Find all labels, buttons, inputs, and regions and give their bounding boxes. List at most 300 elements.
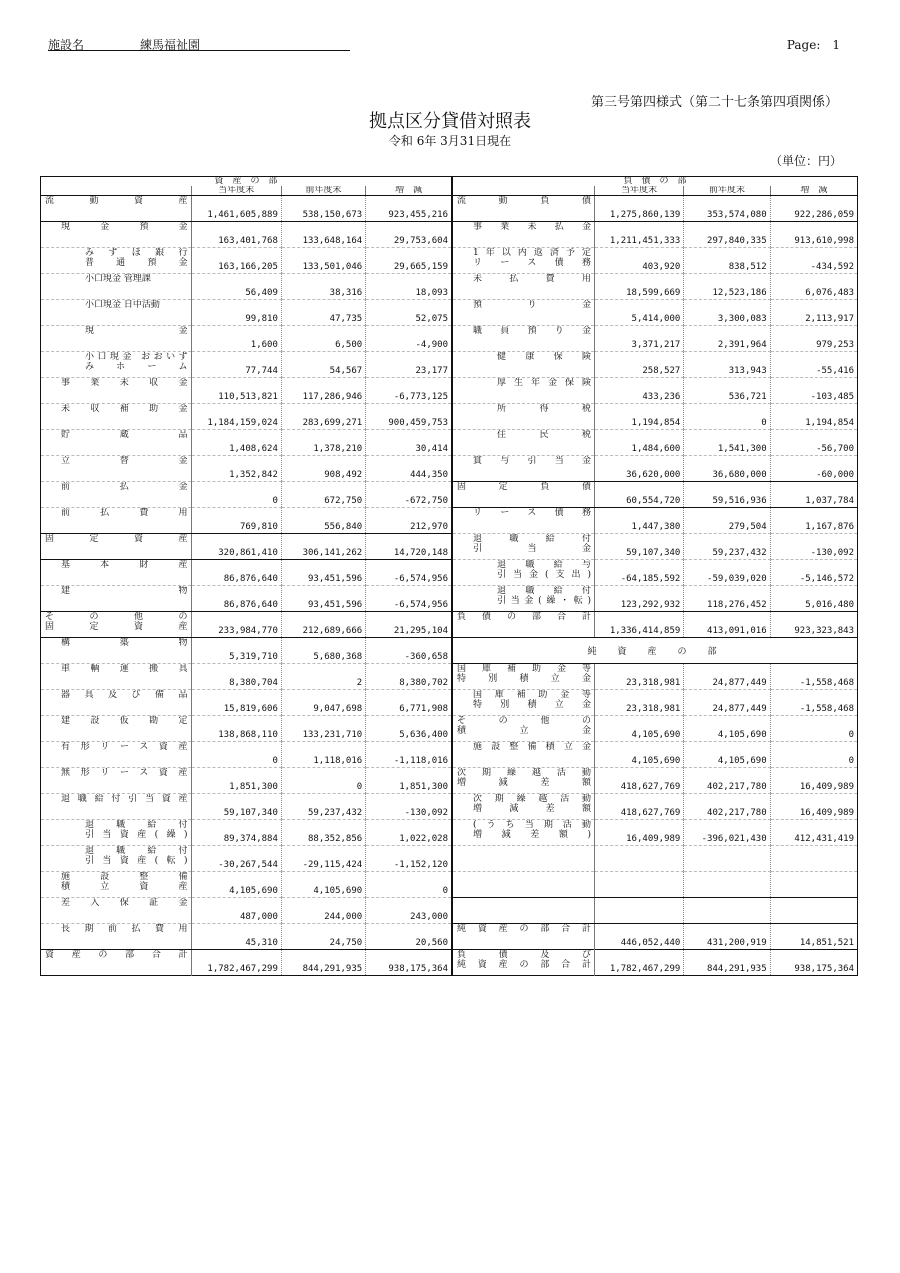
asset-row-label [41, 300, 192, 326]
asset-previous-value: 88,352,856 [281, 820, 365, 846]
liability-row-label-text: 厚生年金保険 [497, 378, 593, 388]
table-row [41, 820, 858, 846]
liability-row-label-text: 退職給付 [473, 534, 593, 544]
liability-previous-value: 313,943 [684, 352, 770, 378]
asset-row-label-text: 未収補助金 [61, 404, 189, 414]
table-row [41, 404, 858, 430]
asset-change-value: 29,665,159 [366, 248, 452, 274]
net-asset-row-label-text-2: 増減差額 [457, 778, 593, 788]
net-assets-section-title: 純 資 産 の 部 [452, 638, 858, 664]
liability-row-label [452, 430, 595, 456]
liability-current-value: 36,620,000 [595, 456, 684, 482]
asset-previous-value: 5,680,368 [281, 638, 365, 664]
asset-row-label-text: 小口現金 おおいず [85, 352, 189, 362]
liability-change-value: 979,253 [770, 326, 857, 352]
asset-current-value: 233,984,770 [191, 612, 281, 638]
net-asset-row-label [452, 742, 595, 768]
asset-previous-value: 2 [281, 664, 365, 690]
asset-row-label [41, 820, 192, 846]
asset-change-value: 20,560 [366, 924, 452, 950]
empty-cell [770, 846, 857, 872]
asset-row-label [41, 508, 192, 534]
asset-current-value: 4,105,690 [191, 872, 281, 898]
table-row [41, 300, 858, 326]
liability-row-label [452, 456, 595, 482]
liability-previous-value: -396,021,430 [684, 820, 770, 846]
table-row [41, 456, 858, 482]
asset-row-label-text-2: 引当資産(繰) [85, 830, 189, 840]
liability-previous-value: 24,877,449 [684, 664, 770, 690]
asset-current-value: 1,184,159,024 [191, 404, 281, 430]
asset-previous-value: 24,750 [281, 924, 365, 950]
asset-row-label-text: 車輌運搬具 [61, 664, 189, 674]
asset-change-value: -360,658 [366, 638, 452, 664]
table-row [41, 872, 858, 898]
asset-current-value: 1,408,624 [191, 430, 281, 456]
form-label: 第三号第四様式（第二十七条第四項関係） [590, 95, 838, 110]
liability-change-value: -1,558,468 [770, 664, 857, 690]
asset-row-label-text: 資産の部合計 [45, 950, 189, 960]
table-row [41, 898, 858, 924]
asset-change-value: -672,750 [366, 482, 452, 508]
asset-row-label-text: 小口現金 管理課 [85, 274, 151, 284]
liability-change-value: 2,113,917 [770, 300, 857, 326]
asset-row-label [41, 950, 192, 976]
asset-change-value: 900,459,753 [366, 404, 452, 430]
liability-row-label-text: 未払費用 [473, 274, 593, 284]
asset-row-label-text: 無形リース資産 [61, 768, 189, 778]
net-asset-row-label [452, 820, 595, 846]
table-row [41, 638, 858, 664]
asset-row-label-text-2: 固定資産 [45, 622, 189, 632]
liability-current-value: 23,318,981 [595, 664, 684, 690]
asset-change-value: 212,970 [366, 508, 452, 534]
asset-previous-value: 212,689,666 [281, 612, 365, 638]
net-asset-row-label [452, 794, 595, 820]
liability-row-label [452, 534, 595, 560]
liability-current-value: 1,275,860,139 [595, 196, 684, 222]
asset-row-label-text: 退職給付引当資産 [61, 794, 189, 804]
liability-row-label-text: 流動負債 [457, 196, 593, 206]
asset-row-label-text: 固定資産 [45, 534, 189, 544]
asset-current-value: 5,319,710 [191, 638, 281, 664]
asset-previous-value: 93,451,596 [281, 560, 365, 586]
liability-change-value: 14,851,521 [770, 924, 857, 950]
asset-change-value: 243,000 [366, 898, 452, 924]
liability-row-label-text-2: 引当金(支出) [497, 570, 593, 580]
empty-cell [684, 898, 770, 924]
asset-change-value: 30,414 [366, 430, 452, 456]
asset-previous-value: 38,316 [281, 274, 365, 300]
table-row [41, 482, 858, 508]
liability-previous-value: 24,877,449 [684, 690, 770, 716]
asset-row-label [41, 794, 192, 820]
asset-previous-value: 54,567 [281, 352, 365, 378]
asset-row-label [41, 638, 192, 664]
liability-previous-value: 59,237,432 [684, 534, 770, 560]
table-row [41, 768, 858, 794]
asset-row-label-text: 退職給付 [85, 820, 189, 830]
asset-row-label [41, 898, 192, 924]
net-asset-row-label [452, 768, 595, 794]
liability-current-value: 1,782,467,299 [595, 950, 684, 976]
asset-row-label-text: 差入保証金 [61, 898, 189, 908]
asset-row-label-text: 小口現金 日中活動 [85, 300, 160, 310]
asset-current-value: 1,600 [191, 326, 281, 352]
asset-change-value: 18,093 [366, 274, 452, 300]
liability-change-value: -103,485 [770, 378, 857, 404]
net-asset-row-label-text-2: 特別積立金 [457, 674, 593, 684]
liability-row-label-text: 1年以内返済予定 [473, 248, 593, 258]
table-row [41, 664, 858, 690]
liability-row-label [452, 482, 595, 508]
asset-change-value: 938,175,364 [366, 950, 452, 976]
liability-change-value: 913,610,998 [770, 222, 857, 248]
asset-change-value: -130,092 [366, 794, 452, 820]
liabilities-section-title: 負 債 の 部 [623, 176, 687, 186]
liability-change-value: -130,092 [770, 534, 857, 560]
liabilities-change-header: 増 減 [770, 186, 857, 196]
assets-current-header: 当年度末 [191, 186, 281, 196]
asset-current-value: -30,267,544 [191, 846, 281, 872]
table-row [41, 950, 858, 976]
asset-row-label [41, 560, 192, 586]
liability-previous-value: 36,680,000 [684, 456, 770, 482]
asset-row-label [41, 222, 192, 248]
liability-change-value: 0 [770, 742, 857, 768]
asset-current-value: 15,819,606 [191, 690, 281, 716]
liability-previous-value: -59,039,020 [684, 560, 770, 586]
liability-previous-value: 4,105,690 [684, 742, 770, 768]
asset-row-label [41, 430, 192, 456]
asset-previous-value: 306,141,262 [281, 534, 365, 560]
assets-change-header: 増 減 [366, 186, 452, 196]
asset-previous-value: 844,291,935 [281, 950, 365, 976]
asset-row-label [41, 612, 192, 638]
table-row [41, 690, 858, 716]
asset-change-value: -1,118,016 [366, 742, 452, 768]
table-row [41, 612, 858, 638]
liability-row-label-text: 賞与引当金 [473, 456, 593, 466]
asset-previous-value: 9,047,698 [281, 690, 365, 716]
asset-previous-value: 283,699,271 [281, 404, 365, 430]
liability-change-value: -434,592 [770, 248, 857, 274]
liability-previous-value: 844,291,935 [684, 950, 770, 976]
liability-change-value: 923,323,843 [770, 612, 857, 638]
liabilities-previous-header: 前年度末 [684, 186, 770, 196]
liability-previous-value: 3,300,083 [684, 300, 770, 326]
asset-row-label-text: 退職給付 [85, 846, 189, 856]
asset-change-value: 1,851,300 [366, 768, 452, 794]
liability-row-label-text: 住民税 [497, 430, 593, 440]
liability-row-label [452, 222, 595, 248]
liability-previous-value: 431,200,919 [684, 924, 770, 950]
asset-change-value: 29,753,604 [366, 222, 452, 248]
table-row [41, 326, 858, 352]
asset-current-value: 86,876,640 [191, 560, 281, 586]
asset-row-label [41, 352, 192, 378]
table-row [41, 586, 858, 612]
asset-change-value: -6,574,956 [366, 560, 452, 586]
asset-row-label [41, 248, 192, 274]
asset-change-value: -6,574,956 [366, 586, 452, 612]
liability-previous-value: 279,504 [684, 508, 770, 534]
liability-row-label [452, 508, 595, 534]
net-asset-row-label-text: その他の [457, 716, 593, 726]
liability-current-value: -64,185,592 [595, 560, 684, 586]
liability-change-value: -55,416 [770, 352, 857, 378]
asset-change-value: -6,773,125 [366, 378, 452, 404]
liability-row-label-text: 職員預り金 [473, 326, 593, 336]
liability-row-label [452, 404, 595, 430]
asset-current-value: 89,374,884 [191, 820, 281, 846]
net-asset-row-label-text: 次期繰越活動 [457, 768, 593, 778]
asset-change-value: 923,455,216 [366, 196, 452, 222]
table-row [41, 560, 858, 586]
liability-change-value: 0 [770, 716, 857, 742]
empty-cell [595, 872, 684, 898]
asset-current-value: 1,352,842 [191, 456, 281, 482]
table-row [41, 924, 858, 950]
asset-change-value: 0 [366, 872, 452, 898]
liability-current-value: 18,599,669 [595, 274, 684, 300]
asset-previous-value: -29,115,424 [281, 846, 365, 872]
table-row [41, 508, 858, 534]
net-asset-row-label-text-2: 特別積立金 [473, 700, 593, 710]
liability-change-value: 16,409,989 [770, 768, 857, 794]
asset-row-label-text: 貯蔵品 [61, 430, 189, 440]
table-row [41, 378, 858, 404]
asset-change-value: 14,720,148 [366, 534, 452, 560]
liability-current-value: 123,292,932 [595, 586, 684, 612]
asset-row-label-text: 立替金 [61, 456, 189, 466]
asset-change-value: 6,771,908 [366, 690, 452, 716]
liability-row-label-text: 預り金 [473, 300, 593, 310]
asset-change-value: 21,295,104 [366, 612, 452, 638]
balance-sheet-table [40, 176, 858, 976]
liability-row-label [452, 586, 595, 612]
liability-current-value: 3,371,217 [595, 326, 684, 352]
liability-current-value: 4,105,690 [595, 742, 684, 768]
net-asset-row-label [452, 716, 595, 742]
liability-row-label-text: 退職給与 [497, 560, 593, 570]
liability-previous-value: 297,840,335 [684, 222, 770, 248]
asset-row-label [41, 586, 192, 612]
liability-previous-value: 0 [684, 404, 770, 430]
empty-cell [770, 898, 857, 924]
liability-row-label [452, 248, 595, 274]
liability-change-value: 1,194,854 [770, 404, 857, 430]
asset-row-label-text: 流動資産 [45, 196, 189, 206]
asset-row-label-text-2: 積立資産 [61, 882, 189, 892]
document-title: 拠点区分貸借対照表 [369, 111, 531, 132]
table-row [41, 222, 858, 248]
liability-row-label-text: 事業未払金 [473, 222, 593, 232]
asset-row-label [41, 534, 192, 560]
table-row [41, 352, 858, 378]
liability-current-value: 258,527 [595, 352, 684, 378]
liability-current-value: 5,414,000 [595, 300, 684, 326]
asset-row-label [41, 378, 192, 404]
asset-change-value: 52,075 [366, 300, 452, 326]
asset-change-value: -1,152,120 [366, 846, 452, 872]
liability-change-value: 6,076,483 [770, 274, 857, 300]
asset-change-value: 5,636,400 [366, 716, 452, 742]
asset-row-label-text: 現金預金 [61, 222, 189, 232]
grand-total-label [452, 950, 595, 976]
asset-row-label [41, 690, 192, 716]
liability-row-label [452, 300, 595, 326]
liability-row-label [452, 196, 595, 222]
net-asset-row-label-text-2: 積立金 [457, 726, 593, 736]
asset-current-value: 138,868,110 [191, 716, 281, 742]
net-assets-total-label-text: 純資産の部合計 [457, 924, 593, 934]
liability-change-value: -56,700 [770, 430, 857, 456]
empty-cell [684, 872, 770, 898]
asset-previous-value: 1,378,210 [281, 430, 365, 456]
asset-current-value: 56,409 [191, 274, 281, 300]
asset-current-value: 8,380,704 [191, 664, 281, 690]
liability-row-label [452, 352, 595, 378]
asset-current-value: 163,166,205 [191, 248, 281, 274]
empty-cell [595, 846, 684, 872]
asset-previous-value: 133,501,046 [281, 248, 365, 274]
asset-current-value: 0 [191, 742, 281, 768]
facility-underline [48, 50, 350, 51]
empty-cell [452, 898, 595, 924]
asset-row-label-text: その他の [45, 612, 189, 622]
liability-change-value: 5,016,480 [770, 586, 857, 612]
asset-row-label-text-2: 引当資産(転) [85, 856, 189, 866]
asset-row-label [41, 716, 192, 742]
liability-row-label-text: 所得税 [497, 404, 593, 414]
asset-row-label [41, 482, 192, 508]
asset-row-label-text-2: 普通預金 [85, 258, 189, 268]
liability-previous-value: 12,523,186 [684, 274, 770, 300]
asset-row-label-text: 有形リース資産 [61, 742, 189, 752]
asset-change-value: 8,380,702 [366, 664, 452, 690]
liability-row-label-text-2: 引当金(繰・転) [497, 596, 593, 606]
asset-current-value: 1,851,300 [191, 768, 281, 794]
liability-previous-value: 59,516,936 [684, 482, 770, 508]
table-row [41, 534, 858, 560]
asset-current-value: 77,744 [191, 352, 281, 378]
liability-previous-value: 4,105,690 [684, 716, 770, 742]
table-row [41, 846, 858, 872]
grand-total-label-text-2: 純資産の部合計 [457, 960, 593, 970]
table-row [41, 196, 858, 222]
net-assets-total-label [452, 924, 595, 950]
asset-current-value: 99,810 [191, 300, 281, 326]
liability-change-value: 16,409,989 [770, 794, 857, 820]
asset-previous-value: 59,237,432 [281, 794, 365, 820]
asset-row-label [41, 846, 192, 872]
asset-row-label-text: 器具及び備品 [61, 690, 189, 700]
asset-current-value: 59,107,340 [191, 794, 281, 820]
net-asset-row-label-text: (うち当期活動 [473, 820, 593, 830]
asset-previous-value: 133,648,164 [281, 222, 365, 248]
asset-previous-value: 117,286,946 [281, 378, 365, 404]
liability-row-label-text-2: 引当金 [473, 544, 593, 554]
assets-section-title: 資 産 の 部 [41, 177, 453, 187]
liability-current-value: 446,052,440 [595, 924, 684, 950]
asset-change-value: 444,350 [366, 456, 452, 482]
liability-current-value: 433,236 [595, 378, 684, 404]
liability-change-value: -1,558,468 [770, 690, 857, 716]
asset-row-label-text: 長期前払費用 [61, 924, 189, 934]
asset-row-label-text-2: みホーム [85, 362, 189, 372]
liability-row-label [452, 326, 595, 352]
liability-change-value: 412,431,419 [770, 820, 857, 846]
liability-current-value: 59,107,340 [595, 534, 684, 560]
net-asset-row-label-text-2: 増減差額) [473, 830, 593, 840]
grand-total-label-text: 負債及び [457, 950, 593, 960]
asset-previous-value: 556,840 [281, 508, 365, 534]
asset-row-label-text: 建設仮勘定 [61, 716, 189, 726]
asset-row-label-text: 施設整備 [61, 872, 189, 882]
liability-previous-value: 536,721 [684, 378, 770, 404]
asset-row-label [41, 456, 192, 482]
net-asset-row-label-text: 施設整備積立金 [473, 742, 593, 752]
asset-row-label-text: 事業未収金 [61, 378, 189, 388]
liability-previous-value: 353,574,080 [684, 196, 770, 222]
table-row [41, 716, 858, 742]
table-row [41, 274, 858, 300]
liability-current-value: 1,336,414,859 [595, 612, 684, 638]
asset-row-label [41, 742, 192, 768]
liability-row-label-text-2: リース債務 [473, 258, 593, 268]
liability-current-value: 4,105,690 [595, 716, 684, 742]
asset-row-label-text: 前払金 [61, 482, 189, 492]
liability-previous-value: 402,217,780 [684, 768, 770, 794]
liability-current-value: 403,920 [595, 248, 684, 274]
page-number: Page: 1 [786, 38, 840, 52]
net-asset-row-label-text: 次期繰越活動 [473, 794, 593, 804]
liability-previous-value: 838,512 [684, 248, 770, 274]
liability-row-label-text: 退職給付 [497, 586, 593, 596]
table-row [41, 794, 858, 820]
asset-previous-value: 6,500 [281, 326, 365, 352]
asset-current-value: 45,310 [191, 924, 281, 950]
liabilities-current-header: 当年度末 [595, 186, 684, 196]
liability-change-value: 1,037,784 [770, 482, 857, 508]
liability-row-label-text: 健康保険 [497, 352, 593, 362]
liability-current-value: 1,484,600 [595, 430, 684, 456]
table-row [41, 742, 858, 768]
asset-previous-value: 244,000 [281, 898, 365, 924]
liability-row-label-text: 負債の部合計 [457, 612, 593, 622]
asset-previous-value: 1,118,016 [281, 742, 365, 768]
asset-row-label [41, 664, 192, 690]
liability-row-label [452, 560, 595, 586]
balance-sheet-body [41, 196, 858, 976]
asset-row-label-text: みずほ銀行 [85, 248, 189, 258]
assets-previous-header: 前年度末 [281, 186, 365, 196]
asset-row-label [41, 768, 192, 794]
liability-change-value: 938,175,364 [770, 950, 857, 976]
liability-row-label [452, 612, 595, 638]
liability-row-label-text: 固定負債 [457, 482, 593, 492]
liability-previous-value: 118,276,452 [684, 586, 770, 612]
asset-row-label-text: 基本財産 [61, 560, 189, 570]
asset-row-label [41, 872, 192, 898]
liability-change-value: -5,146,572 [770, 560, 857, 586]
asset-row-label-text: 構築物 [61, 638, 189, 648]
liability-previous-value: 1,541,300 [684, 430, 770, 456]
asset-current-value: 320,861,410 [191, 534, 281, 560]
liability-row-label [452, 378, 595, 404]
asset-change-value: 23,177 [366, 352, 452, 378]
